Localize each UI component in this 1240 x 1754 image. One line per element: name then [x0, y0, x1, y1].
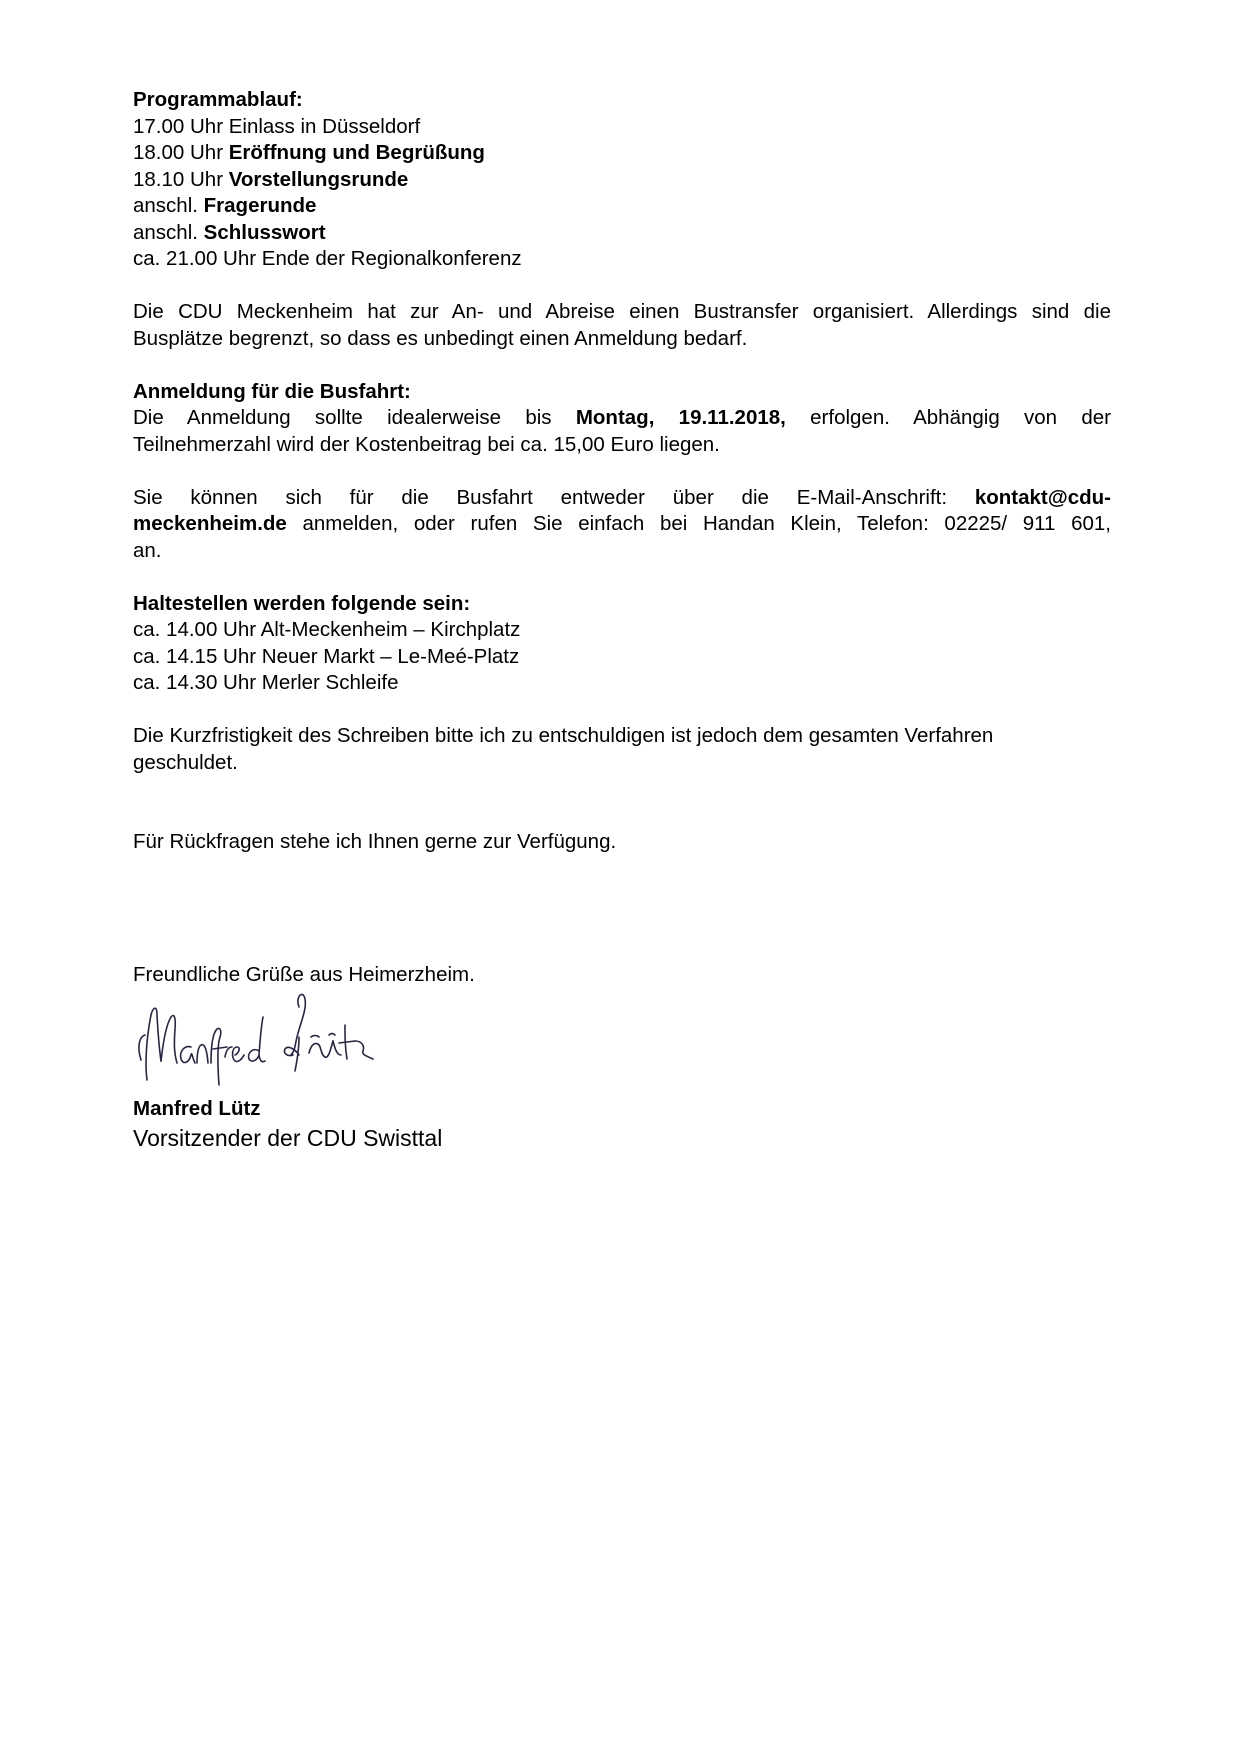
signer-role: Vorsitzender der CDU Swisttal — [133, 1125, 443, 1151]
closing-greeting: Freundliche Grüße aus Heimerzheim. — [133, 962, 475, 986]
registration-line: Die Anmeldung sollte idealerweise bis Montag, 19.11.2018, erfolgen. Abhängig von der — [133, 406, 1111, 429]
program-item: anschl. Fragerunde — [133, 194, 317, 217]
stop-item: ca. 14.30 Uhr Merler Schleife — [133, 671, 399, 694]
stops-heading: Haltestellen werden folgende sein: — [133, 591, 471, 615]
registration-line: Teilnehmerzahl wird der Kostenbeitrag bei ca. 15,00 Euro liegen. — [133, 432, 720, 456]
signer-name: Manfred Lütz — [133, 1097, 261, 1120]
apology-line: Die Kurzfristigkeit des Schreiben bitte ich zu entschuldigen ist jedoch dem gesamten Verfahren — [133, 724, 994, 747]
program-item: ca. 21.00 Uhr Ende der Regionalkonferenz — [133, 247, 522, 270]
stop-item: ca. 14.15 Uhr Neuer Markt – Le-Meé-Platz — [133, 644, 520, 668]
stop-item: ca. 14.00 Uhr Alt-Meckenheim – Kirchplatz — [133, 618, 521, 641]
registration-heading: Anmeldung für die Busfahrt: — [133, 379, 411, 403]
bus-intro-paragraph — [133, 299, 1111, 352]
questions-line: Für Rückfragen stehe ich Ihnen gerne zur Verfügung. — [133, 830, 617, 853]
contact-paragraph — [133, 485, 1111, 565]
program-item: 18.10 Uhr Vorstellungsrunde — [133, 167, 409, 191]
contact-line: Sie können sich für die Busfahrt entweder über die E-Mail-Anschrift: kontakt@cdu- — [133, 485, 1111, 509]
program-item: anschl. Schlusswort — [133, 220, 326, 244]
apology-paragraph — [133, 723, 1111, 776]
registration-section — [133, 379, 1111, 459]
contact-email: kontakt@cdu- — [974, 485, 1111, 509]
contact-line: meckenheim.de anmelden, oder rufen Sie einfach bei Handan Klein, Telefon: 02225/ 911 601, — [133, 512, 1111, 535]
contact-line: an. — [133, 538, 162, 562]
bus-intro-line: Die CDU Meckenheim hat zur An- und Abreise einen Bustransfer organisiert. Allerdings sind die — [133, 300, 1111, 323]
stops-section — [133, 591, 1111, 697]
program-heading: Programmablauf: — [133, 88, 303, 111]
handwritten-signature — [133, 985, 393, 1090]
apology-line: geschuldet. — [133, 750, 238, 774]
contact-email-continued: meckenheim.de — [133, 512, 287, 535]
program-item: 18.00 Uhr Eröffnung und Begrüßung — [133, 141, 485, 164]
program-section — [133, 87, 1111, 273]
letter-body — [133, 87, 1111, 988]
program-item: 17.00 Uhr Einlass in Düsseldorf — [133, 114, 421, 138]
bus-intro-line: Busplätze begrenzt, so dass es unbedingt einen Anmeldung bedarf. — [133, 326, 748, 350]
